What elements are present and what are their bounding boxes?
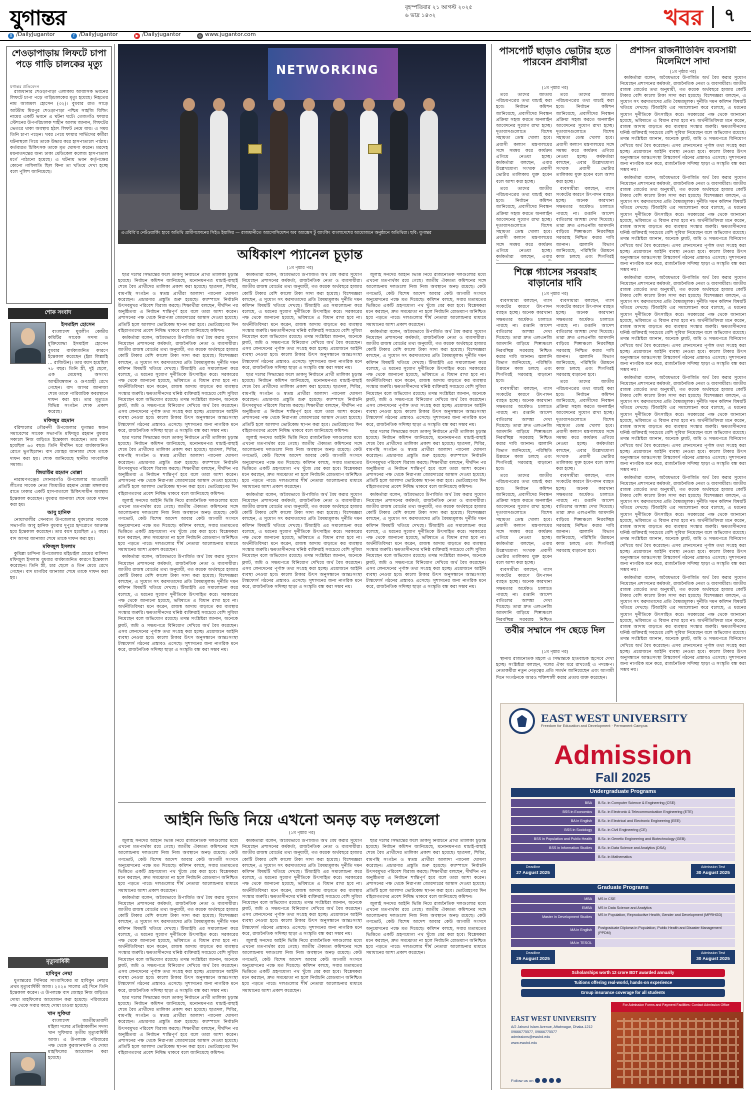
instagram-icon[interactable] bbox=[556, 1078, 561, 1083]
program-right: B.Sc. in Electronic & Telecommunication Engineering (ETE) bbox=[595, 808, 735, 816]
program-left: BSS in Information Studies bbox=[511, 844, 595, 852]
obituary-column bbox=[10, 321, 108, 617]
photo-person bbox=[360, 110, 378, 210]
social-bar bbox=[0, 31, 751, 41]
anniversary-portrait bbox=[10, 1052, 46, 1086]
anniversary-text: বাংলাদেশ জাতীয়তাবাদী মহিলা দলের প্রতিষ্ঠাকালীন সদস্য খান সুফিয়ার তৃতীয় মৃত্যুবার্ষিকী আজ। এ উপলক্ষে পরিবারের পক্ষ থেকে কুরআনখানি ও দোয়া মাহফিলের আয়োজন করা হয়েছে। bbox=[48, 1018, 108, 1062]
program-left: BSS in Sociology bbox=[511, 826, 595, 834]
photo-person bbox=[240, 110, 258, 210]
article-paragraph: ব্যবসায়ীরা বলছেন, গ্যাস সংকটের কারণে উৎপাদন ব্যাহত হচ্ছে। অনেক কারখানা সক্ষমতার অর্ধেকও চালাতে পারছে না। রপ্তানি আদেশ বাতিলের আশঙ্কা দেখা দিয়েছে। তারা দ্রুত এলএনজি আমদানি বাড়িয়ে শিল্পাঞ্চলে নিরবচ্ছিন্ন সরবরাহ নিশ্চিত করার দাবি জানান। জ্বালানি বিভাগ জানিয়েছে, পরিস্থিতি উন্নয়নে কাজ চলছে এবং শিগগিরই সরবরাহ বাড়ানো হবে। bbox=[496, 386, 552, 473]
facebook-icon[interactable] bbox=[535, 1078, 540, 1083]
article-paragraph: ব্যবসায়ীরা বলছেন, গ্যাস সংকটের কারণে উৎপাদন ব্যাহত হচ্ছে। অনেক কারখানা সক্ষমতার অর্ধেকও চালাতে পারছে না। রপ্তানি আদেশ বাতিলের আশঙ্কা দেখা দিয়েছে। তারা দ্রুত এলএনজি আমদানি বাড়িয়ে শিল্পাঞ্চলে নিরবচ্ছিন্ন সরবরাহ নিশ্চিত bbox=[496, 568, 552, 621]
globe-icon: ◎ bbox=[198, 32, 202, 38]
photo-person bbox=[300, 110, 318, 210]
article-paragraph: কর্মকর্তারা বলেন, অবৈধভাবে উপার্জিত অর্থ বৈধ করার সুযোগ নিয়েছেন প্রশাসনের কর্মকর্তা, রাজনৈতিক নেতা ও ব্যবসায়ীরা। জাতীয় রাজস্ব বোর্ডের তথ্য অনুযায়ী, গত কয়েক অর্থবছরে হাজার কোটি টাকার বেশি কালো টাকা সাদা করা হয়েছে। বিশেষজ্ঞরা বলছেন, এ সুযোগ সৎ করদাতাদের প্রতি বৈষম্যমূলক। দুর্নীতি দমন কমিশন বিষয়টি খতিয়ে দেখছে। টিআইবি এর সমালোচনা করে বলেছে, এ ধরনের সুযোগ দুর্নীতিকে উৎসাহিত করে। সরকারের পক্ষ থেকে জানানো হয়েছে, ভবিষ্যতে এ বিধান রাখা হবে না। অর্থনীতিবিদরা মনে করেন, রাজস্ব আদায় বাড়াতে কর ব্যবস্থার সংস্কার জরুরি। ক্ষমতাসীনদের ঘনিষ্ঠ ব্যক্তিরাই সবচেয়ে বেশি সুবিধা নিয়েছেন বলে অভিযোগ রয়েছে। তদন্ত সংশ্লিষ্টরা জানান, অনেকে ফ্ল্যাট, জমি ও সঞ্চয়পত্রে বিনিয়োগ দেখিয়ে অর্থ বৈধ করেছেন। এসব লেনদেনের পূর্ণাঙ্গ তথ্য সংগ্রহ করা হচ্ছে। প্রয়োজনে আইনি ব্যবস্থা নেওয়া হবে। কালো টাকার উৎস অনুসন্ধানে আন্তঃসংস্থা টাস্কফোর্স গঠনের প্রস্তাবও এসেছে। সুশাসনের জন্য নাগরিক মনে করে, রাজনৈতিক সদিচ্ছা ছাড়া এ সংস্কৃতি বন্ধ করা সম্ভব নয়। bbox=[366, 492, 486, 591]
footer-website[interactable]: www.ewubd.edu bbox=[511, 1040, 538, 1045]
program-row bbox=[511, 926, 735, 938]
article-paragraph: রাজধানীর শেওড়াপাড়া এলাকায় আবাসিক ভবনের লিফটে চাপা পড়ে গাড়িচালকের মৃত্যু হয়েছে। নিহতের নাম আজমল হোসেন (৩২)। বুধবার রাত সাড়ে আটটায় মিরপুর শেওড়াপাড়া পশ্চিম সাহজি বিল্ডিং নামের একটি ভবনে এ ঘটনা ঘটে। তেজগাঁও ফায়ার স্টেশনের উপপরিচালক শাহীন আলম জানান, লিফটের ভেতরে থাকা অবস্থায় হঠাৎ লিফট নেমে যায়। এ সময় তিনি চাপা পড়েন। খবর পেয়ে ফায়ার সার্ভিসের কর্মীরা ঘটনাস্থলে গিয়ে তাকে উদ্ধার করে হাসপাতালে পাঠায়। কর্তব্যরত চিকিৎসক তাকে মৃত ঘোষণা করেন। মরদেহ ময়নাতদন্তের জন্য ঢাকা মেডিকেল কলেজ হাসপাতাল মর্গে পাঠানো হয়েছে। এ ঘটনায় ভবন কর্তৃপক্ষের কোনো গাফিলতি ছিল কিনা তা খতিয়ে দেখা হচ্ছে বলে পুলিশ জানিয়েছে। bbox=[10, 90, 108, 176]
article-paragraph: জুলাই সনদের আইনি ভিত্তি নিয়ে রাজনৈতিক দলগুলোর মধ্যে এখনো মতপার্থক্য রয়ে গেছে। জাতীয় ঐকমত্য কমিশনের সঙ্গে আলোচনায় দলগুলো নিজ নিজ অবস্থানে অনড় রয়েছে। কেউ গণভোট, কেউ বিশেষ আদেশ আবার কেউ আগামী সংসদে অনুমোদনের পক্ষে মত দিয়েছে। কমিশন বলছে, সবার মতামতের ভিত্তিতে একটি গ্রহণযোগ্য পথ খুঁজে বের করা হবে। বিশ্লেষকরা মনে করছেন, দ্রুত সমঝোতা না হলে নির্বাচনি রোডম্যাপ অনিশ্চিত হয়ে পড়তে পারে। দলগুলোর শীর্ষ নেতারা আলোচনার মাধ্যমে সমাধানের আশা প্রকাশ করেছেন। bbox=[242, 435, 362, 491]
continued-from: (১ম পৃষ্ঠার পর) bbox=[541, 292, 569, 297]
linkedin-icon[interactable] bbox=[549, 1078, 554, 1083]
anniversary-name: খান সুফিয়া bbox=[47, 1010, 71, 1017]
article-paragraph: কর্মকর্তারা বলেন, অবৈধভাবে উপার্জিত অর্থ বৈধ করার সুযোগ নিয়েছেন প্রশাসনের কর্মকর্তা, রাজনৈতিক নেতা ও ব্যবসায়ীরা। জাতীয় রাজস্ব বোর্ডের তথ্য অনুযায়ী, গত কয়েক অর্থবছরে হাজার কোটি টাকার বেশি কালো টাকা সাদা করা হয়েছে। বিশেষজ্ঞরা বলছেন, এ সুযোগ সৎ করদাতাদের প্রতি বৈষম্যমূলক। দুর্নীতি দমন কমিশন বিষয়টি খতিয়ে দেখছে। টিআইবি এর সমালোচনা করে বলেছে, এ ধরনের সুযোগ দুর্নীতিকে উৎসাহিত করে। সরকারের পক্ষ থেকে জানানো হয়েছে, ভবিষ্যতে এ বিধান রাখা হবে না। অর্থনীতিবিদরা মনে করেন, রাজস্ব আদায় বাড়াতে কর ব্যবস্থার সংস্কার জরুরি। ক্ষমতাসীনদের ঘনিষ্ঠ ব্যক্তিরাই সবচেয়ে বেশি সুবিধা নিয়েছেন বলে অভিযোগ রয়েছে। তদন্ত সংশ্লিষ্টরা জানান, অনেকে ফ্ল্যাট, জমি ও সঞ্চয়পত্রে বিনিয়োগ দেখিয়ে অর্থ বৈধ করেছেন। এসব লেনদেনের পূর্ণাঙ্গ তথ্য সংগ্রহ করা হচ্ছে। প্রয়োজনে আইনি ব্যবস্থা নেওয়া হবে। কালো টাকার উৎস অনুসন্ধানে আন্তঃসংস্থা টাস্কফোর্স গঠনের প্রস্তাবও এসেছে। সুশাসনের জন্য নাগরিক মনে করে, রাজনৈতিক সদিচ্ছা ছাড়া এ সংস্কৃতি বন্ধ করা সম্ভব নয়। bbox=[242, 273, 362, 371]
award-plaque bbox=[248, 144, 262, 154]
program-right bbox=[595, 939, 735, 947]
column-divider bbox=[491, 44, 492, 1090]
deadline-date: 27 August 2025 bbox=[516, 870, 550, 876]
obituary-name: মফিজুর রহমান bbox=[43, 417, 75, 424]
program-row bbox=[511, 904, 735, 912]
article-paragraph: কর্মকর্তারা বলেন, অবৈধভাবে উপার্জিত অর্থ বৈধ করার সুযোগ নিয়েছেন প্রশাসনের কর্মকর্তা, রাজনৈতিক নেতা ও ব্যবসায়ীরা। জাতীয় রাজস্ব বোর্ডের তথ্য অনুযায়ী, গত কয়েক অর্থবছরে হাজার কোটি টাকার বেশি কালো টাকা সাদা করা হয়েছে। বিশেষজ্ঞরা বলছেন, এ সুযোগ সৎ করদাতাদের প্রতি বৈষম্যমূলক। দুর্নীতি দমন কমিশন বিষয়টি খতিয়ে দেখছে। টিআইবি এর সমালোচনা করে বলেছে, এ ধরনের সুযোগ দুর্নীতিকে উৎসাহিত করে। সরকারের পক্ষ থেকে জানানো হয়েছে, ভবিষ্যতে এ বিধান রাখা হবে না। অর্থনীতিবিদরা মনে করেন, রাজস্ব আদায় বাড়াতে কর ব্যবস্থার সংস্কার জরুরি। ক্ষমতাসীনদের ঘনিষ্ঠ ব্যক্তিরাই সবচেয়ে বেশি সুবিধা নিয়েছেন বলে অভিযোগ রয়েছে। তদন্ত সংশ্লিষ্টরা জানান, অনেকে ফ্ল্যাট, জমি ও সঞ্চয়পত্রে বিনিয়োগ দেখিয়ে অর্থ বৈধ করেছেন। এসব লেনদেনের পূর্ণাঙ্গ তথ্য সংগ্রহ করা হচ্ছে। প্রয়োজনে আইনি ব্যবস্থা নেওয়া হবে। কালো টাকার উৎস অনুসন্ধানে আন্তঃসংস্থা টাস্কফোর্স গঠনের প্রস্তাবও এসেছে। সুশাসনের জন্য নাগরিক মনে করে, রাজনৈতিক সদিচ্ছা ছাড়া এ সংস্কৃতি বন্ধ করা সম্ভব নয়। bbox=[620, 275, 746, 374]
social-handle: /DailyJugantor bbox=[79, 32, 119, 39]
university-ad[interactable] bbox=[500, 703, 744, 1089]
headline-panels-finalized[interactable]: অধিকাংশ প্যানেল চূড়ান্ত bbox=[237, 248, 363, 263]
program-row bbox=[511, 844, 735, 852]
story-divider bbox=[496, 622, 614, 623]
ug-admission-test bbox=[691, 864, 735, 878]
article-paragraph: তবে তাদের জাতীয় পরিচয়পত্রের তথ্য যাচাই করা হবে। নির্বাচন কমিশন জানিয়েছে, প্রবাসীদের নিবন্ধন প্রক্রিয়া সহজ করতে অনলাইন আবেদনের সুযোগ রাখা হচ্ছে। দূতাবাসগুলোতে বিশেষ সহায়তা ডেস্ক খোলা হবে। প্রবাসী কল্যাণ মন্ত্রণালয়ের সঙ্গে সমন্বয় করে কার্যক্রম এগিয়ে নেওয়া হচ্ছে। কর্মকর্তারা বলছেন, এবার উল্লেখযোগ্য সংখ্যক প্রবাসী ভোটার তালিকায় যুক্ত হবেন বলে আশা করা হচ্ছে। bbox=[496, 93, 552, 185]
ad-university-name: EAST WEST UNIVERSITY bbox=[541, 711, 688, 725]
program-right: B.Sc. in Electrical and Electronic Engineering (EEE) bbox=[595, 817, 735, 825]
story-divider bbox=[118, 802, 486, 803]
masthead bbox=[0, 0, 751, 44]
program-row bbox=[511, 799, 735, 807]
program-row bbox=[511, 939, 735, 947]
program-right: B.Sc. in Data Science and Analytics (DSA) bbox=[595, 844, 735, 852]
column-divider bbox=[616, 44, 617, 702]
obituary-name: জিয়াউর রহমান মোল্লা bbox=[36, 469, 82, 476]
ad-footer bbox=[511, 1014, 609, 1046]
photo-screen-text: NETWORKING bbox=[276, 63, 379, 77]
article-paragraph: জুলাই সনদের আইনি ভিত্তি নিয়ে রাজনৈতিক দলগুলোর মধ্যে এখনো মতপার্থক্য রয়ে গেছে। জাতীয় ঐকমত্য কমিশনের সঙ্গে আলোচনায় দলগুলো নিজ নিজ অবস্থানে অনড় রয়েছে। কেউ গণভোট, কেউ বিশেষ আদেশ আবার কেউ আগামী সংসদে অনুমোদনের পক্ষে মত দিয়েছে। কমিশন বলছে, সবার মতামতের ভিত্তিতে একটি গ্রহণযোগ্য পথ খুঁজে বের করা হবে। বিশ্লেষকরা মনে করছেন, দ্রুত সমঝোতা না হলে নির্বাচনি রোডম্যাপ অনিশ্চিত হয়ে পড়তে পারে। দলগুলোর শীর্ষ নেতারা আলোচনার মাধ্যমে সমাধানের আশা প্রকাশ করেছেন। bbox=[366, 273, 486, 328]
grad-deadline bbox=[511, 950, 555, 964]
article-paragraph: তবে তাদের জাতীয় পরিচয়পত্রের তথ্য যাচাই করা হবে। নির্বাচন কমিশন জানিয়েছে, প্রবাসীদের নিবন্ধন প্রক্রিয়া সহজ করতে অনলাইন আবেদনের সুযোগ রাখা হচ্ছে। দূতাবাসগুলোতে বিশেষ সহায়তা ডেস্ক খোলা হবে। প্রবাসী কল্যাণ মন্ত্রণালয়ের সঙ্গে সমন্বয় করে কার্যক্রম এগিয়ে নেওয়া হচ্ছে। কর্মকর্তারা বলছেন, এবার উল্লেখযোগ্য সংখ্যক প্রবাসী ভোটার তালিকায় যুক্ত হবেন বলে আশা করা হচ্ছে। bbox=[556, 380, 614, 473]
youtube-icon: ▶ bbox=[135, 32, 139, 38]
headline-expat-voters[interactable]: পাসপোর্ট ছাড়াও ভোটার হতে পারবেন প্রবাসীরা bbox=[499, 46, 611, 69]
follow-label: Follow us on bbox=[511, 1078, 534, 1083]
follow-us[interactable] bbox=[511, 1078, 561, 1083]
article-body-panels bbox=[366, 273, 486, 799]
social-link-youtube[interactable] bbox=[134, 32, 181, 39]
obituary-name: মফিজুল ইসলাম bbox=[42, 543, 76, 550]
article-body-gas-supply bbox=[556, 299, 614, 621]
program-right: MS in CSE bbox=[595, 895, 735, 903]
program-row bbox=[511, 913, 735, 925]
article-paragraph: ব্যবসায়ীরা বলছেন, গ্যাস সংকটের কারণে উৎপাদন ব্যাহত হচ্ছে। অনেক কারখানা সক্ষমতার অর্ধেকও চালাতে পারছে না। রপ্তানি আদেশ বাতিলের আশঙ্কা দেখা দিয়েছে। তারা দ্রুত এলএনজি আমদানি বাড়িয়ে শিল্পাঞ্চলে নিরবচ্ছিন্ন সরবরাহ নিশ্চিত করার দাবি জানান। জ্বালানি বিভাগ জানিয়েছে, পরিস্থিতি উন্নয়নে কাজ চলছে এবং শিগগিরই bbox=[556, 186, 614, 260]
program-right: MS in Population, Reproductive Health, Gender and Development (MPRHGD) bbox=[595, 913, 735, 925]
story-divider bbox=[496, 263, 614, 264]
deadline-label: Deadline bbox=[525, 951, 541, 955]
program-left: MA in English bbox=[511, 926, 595, 938]
article-body-panels bbox=[118, 273, 238, 799]
obituary-name: আবু হানিফ bbox=[47, 509, 71, 516]
article-body-legal-basis bbox=[242, 839, 362, 1089]
footer-email[interactable]: admissions@ewubd.edu bbox=[511, 1035, 551, 1040]
ad-term: Fall 2025 bbox=[595, 770, 651, 785]
obituary-text: নোয়াখালীর সেনবাগ উপজেলার যুবদলের সাবেক সভাপতি আবু হানিফ বুধবার দুপুরে হৃদরোগে আক্রান্ত হয়ে ইন্তেকাল করেছেন। তার বয়স হয়েছিল ৫২ বছর। বাদ আসর জানাজা শেষে তাকে দাফন করা হয়। bbox=[10, 517, 108, 542]
article-paragraph: জুলাই সনদের আইনি ভিত্তি নিয়ে রাজনৈতিক দলগুলোর মধ্যে এখনো মতপার্থক্য রয়ে গেছে। জাতীয় ঐকমত্য কমিশনের সঙ্গে আলোচনায় দলগুলো নিজ নিজ অবস্থানে অনড় রয়েছে। কেউ গণভোট, কেউ বিশেষ আদেশ আবার কেউ আগামী সংসদে অনুমোদনের পক্ষে মত দিয়েছে। কমিশন বলছে, সবার মতামতের ভিত্তিতে একটি গ্রহণযোগ্য পথ খুঁজে বের করা হবে। বিশ্লেষকরা মনে করছেন, দ্রুত সমঝোতা না হলে নির্বাচনি রোডম্যাপ অনিশ্চিত হয়ে পড়তে পারে। দলগুলোর শীর্ষ নেতারা আলোচনার মাধ্যমে সমাধানের আশা প্রকাশ করেছেন। bbox=[118, 839, 238, 894]
test-date: 30 August 2025 bbox=[696, 956, 730, 962]
footer-university-name: EAST WEST UNIVERSITY bbox=[511, 1015, 597, 1023]
article-paragraph: কর্মকর্তারা বলেন, অবৈধভাবে উপার্জিত অর্থ বৈধ করার সুযোগ নিয়েছেন প্রশাসনের কর্মকর্তা, রাজনৈতিক নেতা ও ব্যবসায়ীরা। জাতীয় রাজস্ব বোর্ডের তথ্য অনুযায়ী, গত কয়েক অর্থবছরে হাজার কোটি টাকার বেশি কালো টাকা সাদা করা হয়েছে। বিশেষজ্ঞরা বলছেন, এ সুযোগ সৎ করদাতাদের প্রতি বৈষম্যমূলক। দুর্নীতি দমন কমিশন বিষয়টি খতিয়ে দেখছে। টিআইবি এর সমালোচনা করে বলেছে, এ ধরনের সুযোগ দুর্নীতিকে উৎসাহিত করে। সরকারের পক্ষ থেকে জানানো হয়েছে, ভবিষ্যতে এ বিধান রাখা হবে না। অর্থনীতিবিদরা মনে করেন, রাজস্ব আদায় বাড়াতে কর ব্যবস্থার সংস্কার জরুরি। ক্ষমতাসীনদের ঘনিষ্ঠ ব্যক্তিরাই সবচেয়ে বেশি সুবিধা নিয়েছেন বলে অভিযোগ রয়েছে। তদন্ত সংশ্লিষ্টরা জানান, অনেকে ফ্ল্যাট, জমি ও সঞ্চয়পত্রে বিনিয়োগ দেখিয়ে অর্থ বৈধ করেছেন। এসব লেনদেনের পূর্ণাঙ্গ তথ্য সংগ্রহ করা হচ্ছে। প্রয়োজনে আইনি ব্যবস্থা নেওয়া হবে। কালো টাকার উৎস অনুসন্ধানে আন্তঃসংস্থা টাস্কফোর্স গঠনের প্রস্তাবও এসেছে। সুশাসনের জন্য নাগরিক মনে করে, রাজনৈতিক সদিচ্ছা ছাড়া এ সংস্কৃতি বন্ধ করা সম্ভব নয়। bbox=[118, 895, 238, 994]
headline-gas-supply[interactable]: শিল্পে গ্যাসের সরবরাহ বাড়ানোর দাবি bbox=[513, 267, 597, 290]
article-paragraph: কর্মকর্তারা বলেন, অবৈধভাবে উপার্জিত অর্থ বৈধ করার সুযোগ নিয়েছেন প্রশাসনের কর্মকর্তা, রাজনৈতিক নেতা ও ব্যবসায়ীরা। জাতীয় রাজস্ব বোর্ডের তথ্য অনুযায়ী, গত কয়েক অর্থবছরে হাজার কোটি টাকার বেশি কালো টাকা সাদা করা হয়েছে। বিশেষজ্ঞরা বলছেন, এ সুযোগ সৎ করদাতাদের প্রতি বৈষম্যমূলক। দুর্নীতি দমন কমিশন বিষয়টি খতিয়ে দেখছে। টিআইবি এর সমালোচনা করে বলেছে, এ ধরনের সুযোগ দুর্নীতিকে উৎসাহিত করে। সরকারের পক্ষ থেকে জানানো হয়েছে, ভবিষ্যতে এ বিধান রাখা হবে না। অর্থনীতিবিদরা মনে করেন, রাজস্ব আদায় বাড়াতে কর ব্যবস্থার সংস্কার জরুরি। ক্ষমতাসীনদের ঘনিষ্ঠ ব্যক্তিরাই সবচেয়ে বেশি সুবিধা নিয়েছেন বলে অভিযোগ রয়েছে। তদন্ত সংশ্লিষ্টরা জানান, অনেকে ফ্ল্যাট, জমি ও সঞ্চয়পত্রে বিনিয়োগ দেখিয়ে অর্থ বৈধ করেছেন। এসব লেনদেনের পূর্ণাঙ্গ তথ্য সংগ্রহ করা হচ্ছে। প্রয়োজনে আইনি ব্যবস্থা নেওয়া হবে। কালো টাকার উৎস অনুসন্ধানে আন্তঃসংস্থা টাস্কফোর্স গঠনের প্রস্তাবও এসেছে। সুশাসনের জন্য নাগরিক মনে করে, রাজনৈতিক সদিচ্ছা ছাড়া এ সংস্কৃতি বন্ধ করা সম্ভব নয়। bbox=[118, 555, 238, 654]
photo-person bbox=[210, 110, 228, 210]
photo-person bbox=[180, 110, 198, 210]
grad-admission-test bbox=[691, 950, 735, 964]
article-paragraph: ছাত্র দলের সিদ্ধান্তের ফলে ডাকসু নির্বাচনে প্রার্থী তালিকা চূড়ান্ত হয়েছে। নির্বাচন কমিশন জানিয়েছে, মনোনয়নপত্র যাচাই-বাছাই শেষে বৈধ প্রার্থীদের তালিকা প্রকাশ করা হয়েছে। ছাত্রদল, শিবির, বামপন্থি সংগঠন ও স্বতন্ত্র প্রার্থীরা আলাদা প্যানেল ঘোষণা করেছেন। প্রচারণার প্রস্তুতি শুরু হয়েছে। ক্যাম্পাসে নির্বাচনি উৎসবমুখর পরিবেশ বিরাজ করছে। শিক্ষার্থীরা বলছেন, দীর্ঘদিন পর অনুষ্ঠিতব্য এ নির্বাচন শান্তিপূর্ণ হবে বলে তারা আশা করেন। প্রশাসনের পক্ষ থেকে নিরাপত্তা জোরদারের আশ্বাস দেওয়া হয়েছে। প্রতিটি হলে আলাদা ভোটকেন্দ্র স্থাপন করা হবে। ভোটগ্রহণের দিন বহিরাগতদের প্রবেশ নিষিদ্ধ থাকবে বলে জানিয়েছে কমিশন। bbox=[118, 435, 238, 497]
program-left: MA in TESOL bbox=[511, 939, 595, 947]
obituary-header: শোক সংবাদ bbox=[8, 308, 108, 319]
ad-headline: Admission bbox=[553, 740, 693, 770]
article-paragraph: কর্মকর্তারা বলেন, অবৈধভাবে উপার্জিত অর্থ বৈধ করার সুযোগ নিয়েছেন প্রশাসনের কর্মকর্তা, রাজনৈতিক নেতা ও ব্যবসায়ীরা। জাতীয় রাজস্ব বোর্ডের তথ্য অনুযায়ী, গত কয়েক অর্থবছরে হাজার কোটি টাকার বেশি কালো টাকা সাদা করা হয়েছে। বিশেষজ্ঞরা বলছেন, এ সুযোগ সৎ করদাতাদের প্রতি বৈষম্যমূলক। দুর্নীতি দমন কমিশন বিষয়টি খতিয়ে দেখছে। টিআইবি এর সমালোচনা করে বলেছে, এ ধরনের সুযোগ দুর্নীতিকে উৎসাহিত করে। সরকারের পক্ষ থেকে জানানো হয়েছে, ভবিষ্যতে এ বিধান রাখা হবে না। অর্থনীতিবিদরা মনে করেন, রাজস্ব আদায় বাড়াতে কর ব্যবস্থার সংস্কার জরুরি। ক্ষমতাসীনদের ঘনিষ্ঠ ব্যক্তিরাই সবচেয়ে বেশি সুবিধা নিয়েছেন বলে অভিযোগ রয়েছে। তদন্ত সংশ্লিষ্টরা জানান, অনেকে ফ্ল্যাট, জমি ও সঞ্চয়পত্রে বিনিয়োগ দেখিয়ে অর্থ বৈধ করেছেন। এসব লেনদেনের পূর্ণাঙ্গ তথ্য সংগ্রহ করা হচ্ছে। প্রয়োজনে আইনি ব্যবস্থা নেওয়া হবে। কালো টাকার উৎস অনুসন্ধানে আন্তঃসংস্থা টাস্কফোর্স গঠনের প্রস্তাবও এসেছে। সুশাসনের জন্য নাগরিক মনে করে, রাজনৈতিক সদিচ্ছা ছাড়া এ সংস্কৃতি বন্ধ করা সম্ভব নয়। bbox=[620, 75, 746, 174]
article-body-resigned-post bbox=[496, 657, 614, 701]
obituary-name: ইসমাইল হোসেন bbox=[61, 322, 95, 328]
photo-person bbox=[390, 110, 408, 210]
social-handle: /Dailyjugantor bbox=[142, 32, 181, 39]
headline-legal-basis[interactable]: আইনি ভিত্তি নিয়ে এখনো অনড় বড় দলগুলো bbox=[164, 811, 440, 829]
article-body-gas-supply bbox=[496, 299, 552, 621]
article-body-expat-voters bbox=[556, 93, 614, 261]
graduate-header: Graduate Programs bbox=[511, 884, 735, 893]
program-right: B.Sc. in Genetic Engineering and Biotechnology (GEB) bbox=[595, 835, 735, 843]
footer-address: A/2 Jahurul Islam Avenue, Aftabnagar, Dhaka-1212 bbox=[511, 1024, 593, 1029]
article-paragraph: তবে তাদের জাতীয় পরিচয়পত্রের তথ্য যাচাই করা হবে। নির্বাচন কমিশন জানিয়েছে, প্রবাসীদের নিবন্ধন প্রক্রিয়া সহজ করতে অনলাইন আবেদনের সুযোগ রাখা হচ্ছে। দূতাবাসগুলোতে বিশেষ সহায়তা ডেস্ক খোলা হবে। প্রবাসী কল্যাণ মন্ত্রণালয়ের সঙ্গে সমন্বয় করে কার্যক্রম এগিয়ে নেওয়া হচ্ছে। কর্মকর্তারা বলছেন, এবার bbox=[496, 186, 552, 260]
article-body-legal-basis bbox=[118, 839, 238, 1089]
headline-black-money[interactable]: প্রশাসন রাজনীতিবিদ ব্যবসায়ী মিলেমিশে সাদা bbox=[629, 46, 737, 67]
program-left bbox=[511, 853, 595, 861]
social-link-x[interactable] bbox=[8, 32, 55, 39]
award-plaque bbox=[368, 144, 382, 154]
column-divider bbox=[114, 44, 115, 1090]
byline: যুগান্তর প্রতিবেদন bbox=[10, 84, 40, 88]
program-right: B.Sc. in Mathematics bbox=[595, 853, 735, 861]
death-anniversary-header: মৃত্যুবার্ষিকী bbox=[8, 957, 108, 968]
footer-phone[interactable]: 09666775577, 09666775577 bbox=[511, 1029, 557, 1034]
article-paragraph: স্থানীয় রাজনৈতিক মহলে এ সিদ্ধান্তকে ইতিবাচক হিসেবে দেখা হচ্ছে। সংশ্লিষ্টরা বলছেন, দলের ঐক্য ধরে রাখতেই এ পদক্ষেপ। নেতাকর্মীরা নতুন নেতৃত্বের প্রতি সমর্থন জানিয়েছেন এবং আগামী দিনে সংগঠনকে আরও শক্তিশালী করার প্রত্যয় ব্যক্ত করেছেন। bbox=[496, 657, 614, 681]
ad-tagline: Freedom for Education and Development · Permanent Campus bbox=[541, 724, 648, 728]
article-body-legal-basis bbox=[366, 839, 486, 1089]
university-crest-icon bbox=[509, 708, 535, 734]
obituary-text: নারায়ণগঞ্জের সোনারগাঁও উপজেলার আওয়ামী লীগের সাবেক নেতা জিয়াউর রহমান মোল্লা মঙ্গলবার রাতে ঢাকার একটি হাসপাতালে চিকিৎসাধীন অবস্থায় ইন্তেকাল করেছেন। বুধবার জানাজা শেষে তাকে দাফন করা হয়। bbox=[10, 477, 108, 508]
article-paragraph: জুলাই সনদের আইনি ভিত্তি নিয়ে রাজনৈতিক দলগুলোর মধ্যে এখনো মতপার্থক্য রয়ে গেছে। জাতীয় ঐকমত্য কমিশনের সঙ্গে আলোচনায় দলগুলো নিজ নিজ অবস্থানে অনড় রয়েছে। কেউ গণভোট, কেউ বিশেষ আদেশ আবার কেউ আগামী সংসদে অনুমোদনের পক্ষে মত দিয়েছে। কমিশন বলছে, সবার মতামতের ভিত্তিতে একটি গ্রহণযোগ্য পথ খুঁজে বের করা হবে। বিশ্লেষকরা মনে করছেন, দ্রুত সমঝোতা না হলে নির্বাচনি রোডম্যাপ অনিশ্চিত হয়ে পড়তে পারে। দলগুলোর শীর্ষ নেতারা আলোচনার মাধ্যমে সমাধানের আশা প্রকাশ করেছেন। bbox=[118, 498, 238, 554]
article-paragraph: কর্মকর্তারা বলেন, অবৈধভাবে উপার্জিত অর্থ বৈধ করার সুযোগ নিয়েছেন প্রশাসনের কর্মকর্তা, রাজনৈতিক নেতা ও ব্যবসায়ীরা। জাতীয় রাজস্ব বোর্ডের তথ্য অনুযায়ী, গত কয়েক অর্থবছরে হাজার কোটি টাকার বেশি কালো টাকা সাদা করা হয়েছে। বিশেষজ্ঞরা বলছেন, এ সুযোগ সৎ করদাতাদের প্রতি বৈষম্যমূলক। দুর্নীতি দমন কমিশন বিষয়টি খতিয়ে দেখছে। টিআইবি এর সমালোচনা করে বলেছে, এ ধরনের সুযোগ দুর্নীতিকে উৎসাহিত করে। সরকারের পক্ষ থেকে জানানো হয়েছে, ভবিষ্যতে এ বিধান রাখা হবে না। অর্থনীতিবিদরা মনে করেন, রাজস্ব আদায় বাড়াতে কর ব্যবস্থার সংস্কার জরুরি। ক্ষমতাসীনদের ঘনিষ্ঠ ব্যক্তিরাই সবচেয়ে বেশি সুবিধা নিয়েছেন বলে অভিযোগ রয়েছে। তদন্ত সংশ্লিষ্টরা জানান, অনেকে ফ্ল্যাট, জমি ও সঞ্চয়পত্রে বিনিয়োগ দেখিয়ে অর্থ বৈধ করেছেন। এসব লেনদেনের পূর্ণাঙ্গ তথ্য সংগ্রহ করা হচ্ছে। প্রয়োজনে আইনি ব্যবস্থা নেওয়া হবে। কালো টাকার উৎস অনুসন্ধানে আন্তঃসংস্থা টাস্কফোর্স গঠনের প্রস্তাবও এসেছে। সুশাসনের জন্য নাগরিক মনে করে, রাজনৈতিক সদিচ্ছা ছাড়া এ সংস্কৃতি বন্ধ করা সম্ভব নয়। bbox=[366, 329, 486, 428]
article-paragraph: কর্মকর্তারা বলেন, অবৈধভাবে উপার্জিত অর্থ বৈধ করার সুযোগ নিয়েছেন প্রশাসনের কর্মকর্তা, রাজনৈতিক নেতা ও ব্যবসায়ীরা। জাতীয় রাজস্ব বোর্ডের তথ্য অনুযায়ী, গত কয়েক অর্থবছরে হাজার কোটি টাকার বেশি কালো টাকা সাদা করা হয়েছে। বিশেষজ্ঞরা বলছেন, এ সুযোগ সৎ করদাতাদের প্রতি বৈষম্যমূলক। দুর্নীতি দমন কমিশন বিষয়টি খতিয়ে দেখছে। টিআইবি এর সমালোচনা করে বলেছে, এ ধরনের সুযোগ দুর্নীতিকে উৎসাহিত করে। সরকারের পক্ষ থেকে জানানো হয়েছে, ভবিষ্যতে এ বিধান রাখা হবে না। অর্থনীতিবিদরা মনে করেন, রাজস্ব আদায় বাড়াতে কর ব্যবস্থার সংস্কার জরুরি। ক্ষমতাসীনদের ঘনিষ্ঠ ব্যক্তিরাই সবচেয়ে বেশি সুবিধা নিয়েছেন বলে অভিযোগ রয়েছে। তদন্ত সংশ্লিষ্টরা জানান, অনেকে ফ্ল্যাট, জমি ও সঞ্চয়পত্রে বিনিয়োগ দেখিয়ে অর্থ বৈধ করেছেন। এসব লেনদেনের পূর্ণাঙ্গ তথ্য সংগ্রহ করা হচ্ছে। প্রয়োজনে আইনি ব্যবস্থা নেওয়া হবে। কালো টাকার উৎস অনুসন্ধানে আন্তঃসংস্থা টাস্কফোর্স গঠনের প্রস্তাবও এসেছে। সুশাসনের জন্য নাগরিক মনে করে, রাজনৈতিক সদিচ্ছা ছাড়া এ সংস্কৃতি বন্ধ করা সম্ভব নয়। bbox=[620, 575, 746, 674]
program-row bbox=[511, 895, 735, 903]
article-paragraph: কর্মকর্তারা বলেন, অবৈধভাবে উপার্জিত অর্থ বৈধ করার সুযোগ নিয়েছেন প্রশাসনের কর্মকর্তা, রাজনৈতিক নেতা ও ব্যবসায়ীরা। জাতীয় রাজস্ব বোর্ডের তথ্য অনুযায়ী, গত কয়েক অর্থবছরে হাজার কোটি টাকার বেশি কালো টাকা সাদা করা হয়েছে। বিশেষজ্ঞরা বলছেন, এ সুযোগ সৎ করদাতাদের প্রতি বৈষম্যমূলক। দুর্নীতি দমন কমিশন বিষয়টি খতিয়ে দেখছে। টিআইবি এর সমালোচনা করে বলেছে, এ ধরনের সুযোগ দুর্নীতিকে উৎসাহিত করে। সরকারের পক্ষ থেকে জানানো হয়েছে, ভবিষ্যতে এ বিধান রাখা হবে না। অর্থনীতিবিদরা মনে করেন, রাজস্ব আদায় বাড়াতে কর ব্যবস্থার সংস্কার জরুরি। ক্ষমতাসীনদের ঘনিষ্ঠ ব্যক্তিরাই সবচেয়ে বেশি সুবিধা নিয়েছেন বলে অভিযোগ রয়েছে। তদন্ত সংশ্লিষ্টরা জানান, অনেকে ফ্ল্যাট, জমি ও সঞ্চয়পত্রে বিনিয়োগ দেখিয়ে অর্থ বৈধ করেছেন। এসব লেনদেনের পূর্ণাঙ্গ তথ্য সংগ্রহ করা হচ্ছে। প্রয়োজনে আইনি ব্যবস্থা নেওয়া হবে। কালো টাকার উৎস অনুসন্ধানে আন্তঃসংস্থা টাস্কফোর্স গঠনের প্রস্তাবও এসেছে। সুশাসনের জন্য নাগরিক মনে করে, রাজনৈতিক সদিচ্ছা ছাড়া এ সংস্কৃতি বন্ধ করা সম্ভব নয়। bbox=[620, 375, 746, 474]
social-link-facebook[interactable] bbox=[71, 32, 118, 39]
article-paragraph: ছাত্র দলের সিদ্ধান্তের ফলে ডাকসু নির্বাচনে প্রার্থী তালিকা চূড়ান্ত হয়েছে। নির্বাচন কমিশন জানিয়েছে, মনোনয়নপত্র যাচাই-বাছাই শেষে বৈধ প্রার্থীদের তালিকা প্রকাশ করা হয়েছে। ছাত্রদল, শিবির, বামপন্থি সংগঠন ও স্বতন্ত্র প্রার্থীরা আলাদা প্যানেল ঘোষণা করেছেন। প্রচারণার প্রস্তুতি শুরু হয়েছে। ক্যাম্পাসে নির্বাচনি উৎসবমুখর পরিবেশ বিরাজ করছে। শিক্ষার্থীরা বলছেন, দীর্ঘদিন পর অনুষ্ঠিতব্য এ নির্বাচন শান্তিপূর্ণ হবে বলে তারা আশা করেন। প্রশাসনের পক্ষ থেকে নিরাপত্তা জোরদারের আশ্বাস দেওয়া হয়েছে। প্রতিটি হলে আলাদা ভোটকেন্দ্র স্থাপন করা হবে। ভোটগ্রহণের দিন বহিরাগতদের প্রবেশ নিষিদ্ধ থাকবে বলে জানিয়েছে কমিশন। bbox=[366, 839, 486, 900]
event-photo[interactable] bbox=[118, 44, 486, 230]
article-paragraph: ব্যবসায়ীরা বলছেন, গ্যাস সংকটের কারণে উৎপাদন ব্যাহত হচ্ছে। অনেক কারখানা সক্ষমতার অর্ধেকও চালাতে পারছে না। রপ্তানি আদেশ বাতিলের আশঙ্কা দেখা দিয়েছে। তারা দ্রুত এলএনজি আমদানি বাড়িয়ে শিল্পাঞ্চলে নিরবচ্ছিন্ন সরবরাহ নিশ্চিত করার দাবি জানান। জ্বালানি বিভাগ জানিয়েছে, পরিস্থিতি উন্নয়নে কাজ চলছে এবং শিগগিরই সরবরাহ বাড়ানো হবে। bbox=[556, 474, 614, 554]
issue-date bbox=[405, 5, 472, 20]
article-paragraph: ব্যবসায়ীরা বলছেন, গ্যাস সংকটের কারণে উৎপাদন ব্যাহত হচ্ছে। অনেক কারখানা সক্ষমতার অর্ধেকও চালাতে পারছে না। রপ্তানি আদেশ বাতিলের আশঙ্কা দেখা দিয়েছে। তারা দ্রুত এলএনজি আমদানি বাড়িয়ে শিল্পাঞ্চলে নিরবচ্ছিন্ন সরবরাহ নিশ্চিত করার দাবি জানান। জ্বালানি বিভাগ জানিয়েছে, পরিস্থিতি উন্নয়নে কাজ চলছে এবং শিগগিরই সরবরাহ বাড়ানো হবে। bbox=[556, 299, 614, 379]
article-paragraph: কর্মকর্তারা বলেন, অবৈধভাবে উপার্জিত অর্থ বৈধ করার সুযোগ নিয়েছেন প্রশাসনের কর্মকর্তা, রাজনৈতিক নেতা ও ব্যবসায়ীরা। জাতীয় রাজস্ব বোর্ডের তথ্য অনুযায়ী, গত কয়েক অর্থবছরে হাজার কোটি টাকার বেশি কালো টাকা সাদা করা হয়েছে। বিশেষজ্ঞরা বলছেন, এ সুযোগ সৎ করদাতাদের প্রতি বৈষম্যমূলক। দুর্নীতি দমন কমিশন বিষয়টি খতিয়ে দেখছে। টিআইবি এর সমালোচনা করে বলেছে, এ ধরনের সুযোগ দুর্নীতিকে উৎসাহিত করে। সরকারের পক্ষ থেকে জানানো হয়েছে, ভবিষ্যতে এ বিধান রাখা হবে না। অর্থনীতিবিদরা মনে করেন, রাজস্ব আদায় বাড়াতে কর ব্যবস্থার সংস্কার জরুরি। ক্ষমতাসীনদের ঘনিষ্ঠ ব্যক্তিরাই সবচেয়ে বেশি সুবিধা নিয়েছেন বলে অভিযোগ রয়েছে। তদন্ত সংশ্লিষ্টরা জানান, অনেকে ফ্ল্যাট, জমি ও সঞ্চয়পত্রে বিনিয়োগ দেখিয়ে অর্থ বৈধ করেছেন। এসব লেনদেনের পূর্ণাঙ্গ তথ্য সংগ্রহ করা হচ্ছে। প্রয়োজনে আইনি ব্যবস্থা নেওয়া হবে। কালো টাকার উৎস অনুসন্ধানে আন্তঃসংস্থা টাস্কফোর্স গঠনের প্রস্তাবও এসেছে। সুশাসনের জন্য নাগরিক মনে করে, রাজনৈতিক সদিচ্ছা ছাড়া এ সংস্কৃতি বন্ধ করা সম্ভব নয়। bbox=[620, 175, 746, 274]
program-left: MBA bbox=[511, 895, 595, 903]
article-paragraph: কর্মকর্তারা বলেন, অবৈধভাবে উপার্জিত অর্থ বৈধ করার সুযোগ নিয়েছেন প্রশাসনের কর্মকর্তা, রাজনৈতিক নেতা ও ব্যবসায়ীরা। জাতীয় রাজস্ব বোর্ডের তথ্য অনুযায়ী, গত কয়েক অর্থবছরে হাজার কোটি টাকার বেশি কালো টাকা সাদা করা হয়েছে। বিশেষজ্ঞরা বলছেন, এ সুযোগ সৎ করদাতাদের প্রতি বৈষম্যমূলক। দুর্নীতি দমন কমিশন বিষয়টি খতিয়ে দেখছে। টিআইবি এর সমালোচনা করে বলেছে, এ ধরনের সুযোগ দুর্নীতিকে উৎসাহিত করে। সরকারের পক্ষ থেকে জানানো হয়েছে, ভবিষ্যতে এ বিধান রাখা হবে না। অর্থনীতিবিদরা মনে করেন, রাজস্ব আদায় বাড়াতে কর ব্যবস্থার সংস্কার জরুরি। ক্ষমতাসীনদের ঘনিষ্ঠ ব্যক্তিরাই সবচেয়ে বেশি সুবিধা নিয়েছেন বলে অভিযোগ রয়েছে। তদন্ত সংশ্লিষ্টরা জানান, অনেকে ফ্ল্যাট, জমি ও সঞ্চয়পত্রে বিনিয়োগ দেখিয়ে অর্থ বৈধ করেছেন। এসব লেনদেনের পূর্ণাঙ্গ তথ্য সংগ্রহ করা হচ্ছে। প্রয়োজনে আইনি ব্যবস্থা নেওয়া হবে। কালো টাকার উৎস অনুসন্ধানে আন্তঃসংস্থা টাস্কফোর্স গঠনের প্রস্তাবও এসেছে। সুশাসনের জন্য নাগরিক মনে করে, রাজনৈতিক সদিচ্ছা ছাড়া এ সংস্কৃতি বন্ধ করা সম্ভব নয়। bbox=[242, 839, 362, 937]
article-paragraph: তবে তাদের জাতীয় পরিচয়পত্রের তথ্য যাচাই করা হবে। নির্বাচন কমিশন জানিয়েছে, প্রবাসীদের নিবন্ধন প্রক্রিয়া সহজ করতে অনলাইন আবেদনের সুযোগ রাখা হচ্ছে। দূতাবাসগুলোতে বিশেষ সহায়তা ডেস্ক খোলা হবে। প্রবাসী কল্যাণ মন্ত্রণালয়ের সঙ্গে সমন্বয় করে কার্যক্রম এগিয়ে নেওয়া হচ্ছে। কর্মকর্তারা বলছেন, এবার উল্লেখযোগ্য সংখ্যক প্রবাসী ভোটার তালিকায় যুক্ত হবেন বলে আশা করা হচ্ছে। bbox=[496, 474, 552, 566]
headline-lift-accident[interactable]: শেওড়াপাড়ায় লিফটে চাপা পড়ে গাড়ি চালকের মৃত্যু bbox=[11, 49, 107, 70]
program-left: BA in English bbox=[511, 817, 595, 825]
newspaper-logo[interactable]: যুগান্তর bbox=[10, 5, 66, 30]
article-body-lift-accident bbox=[10, 90, 108, 300]
program-row bbox=[511, 817, 735, 825]
anniversary-name: হাবিবুন নেছা bbox=[45, 971, 73, 977]
article-paragraph: ছাত্র দলের সিদ্ধান্তের ফলে ডাকসু নির্বাচনে প্রার্থী তালিকা চূড়ান্ত হয়েছে। নির্বাচন কমিশন জানিয়েছে, মনোনয়নপত্র যাচাই-বাছাই শেষে বৈধ প্রার্থীদের তালিকা প্রকাশ করা হয়েছে। ছাত্রদল, শিবির, বামপন্থি সংগঠন ও স্বতন্ত্র প্রার্থীরা আলাদা প্যানেল ঘোষণা করেছেন। প্রচারণার প্রস্তুতি শুরু হয়েছে। ক্যাম্পাসে নির্বাচনি উৎসবমুখর পরিবেশ বিরাজ করছে। শিক্ষার্থীরা বলছেন, দীর্ঘদিন পর অনুষ্ঠিতব্য এ নির্বাচন শান্তিপূর্ণ হবে বলে তারা আশা করেন। প্রশাসনের পক্ষ থেকে নিরাপত্তা জোরদারের আশ্বাস দেওয়া হয়েছে। প্রতিটি হলে আলাদা ভোটকেন্দ্র স্থাপন করা হবে। ভোটগ্রহণের দিন বহিরাগতদের প্রবেশ নিষিদ্ধ থাকবে বলে জানিয়েছে কমিশন। bbox=[118, 995, 238, 1057]
youtube-icon[interactable] bbox=[542, 1078, 547, 1083]
article-body-panels bbox=[242, 273, 362, 799]
continued-from: (১ম পৃষ্ঠার পর) bbox=[286, 266, 314, 271]
masthead-divider bbox=[712, 6, 714, 28]
scholarship-banner: Scholarships worth 12 crore BDT awarded annually bbox=[521, 969, 725, 977]
ug-deadline bbox=[511, 864, 555, 878]
section-label: খবর bbox=[664, 5, 703, 31]
program-left: Master in Development Studies bbox=[511, 913, 595, 925]
website-url: www.jugantor.com bbox=[204, 32, 256, 39]
article-paragraph: ছাত্র দলের সিদ্ধান্তের ফলে ডাকসু নির্বাচনে প্রার্থী তালিকা চূড়ান্ত হয়েছে। নির্বাচন কমিশন জানিয়েছে, মনোনয়নপত্র যাচাই-বাছাই শেষে বৈধ প্রার্থীদের তালিকা প্রকাশ করা হয়েছে। ছাত্রদল, শিবির, বামপন্থি সংগঠন ও স্বতন্ত্র প্রার্থীরা আলাদা প্যানেল ঘোষণা করেছেন। প্রচারণার প্রস্তুতি শুরু হয়েছে। ক্যাম্পাসে নির্বাচনি উৎসবমুখর পরিবেশ বিরাজ করছে। শিক্ষার্থীরা বলছেন, দীর্ঘদিন পর অনুষ্ঠিতব্য এ নির্বাচন শান্তিপূর্ণ হবে বলে তারা আশা করেন। প্রশাসনের পক্ষ থেকে নিরাপত্তা জোরদারের আশ্বাস দেওয়া হয়েছে। প্রতিটি হলে আলাদা ভোটকেন্দ্র স্থাপন করা হবে। ভোটগ্রহণের দিন বহিরাগতদের প্রবেশ নিষিদ্ধ থাকবে বলে জানিয়েছে কমিশন। bbox=[118, 273, 238, 334]
anniversary-text: যুগান্তরের সিনিয়র সাংবাদিকের মা হাবিবুন নেছার প্রথম মৃত্যুবার্ষিকী আজ। ২০২৪ সালের এই দিনে তিনি ইন্তেকাল করেন। এ উপলক্ষে বাদ জোহর নিজ বাড়িতে দোয়া মাহফিলের আয়োজন করা হয়েছে। পরিবারের পক্ষ থেকে সবার কাছে দোয়া চাওয়া হয়েছে। bbox=[10, 979, 108, 1009]
article-paragraph: ব্যবসায়ীরা বলছেন, গ্যাস সংকটের কারণে উৎপাদন ব্যাহত হচ্ছে। অনেক কারখানা সক্ষমতার অর্ধেকও চালাতে পারছে না। রপ্তানি আদেশ বাতিলের আশঙ্কা দেখা দিয়েছে। তারা দ্রুত এলএনজি আমদানি বাড়িয়ে শিল্পাঞ্চলে নিরবচ্ছিন্ন সরবরাহ নিশ্চিত করার দাবি জানান। জ্বালানি বিভাগ জানিয়েছে, পরিস্থিতি উন্নয়নে কাজ চলছে এবং শিগগিরই সরবরাহ বাড়ানো হবে। bbox=[496, 299, 552, 385]
obituary-text: কুমিল্লা চান্দিনা উপজেলার মহিচাইল গ্রামের বাসিন্দা মফিজুল ইসলাম বুধবার বার্ধক্যজনিত কারণে ইন্তেকাল করেছেন। তিনি স্ত্রী, চার ছেলে ও তিন মেয়ে রেখে গেছেন। বাদ মাগরিব জানাজা শেষে তাকে দাফন করা হয়। bbox=[10, 551, 108, 582]
article-paragraph: ছাত্র দলের সিদ্ধান্তের ফলে ডাকসু নির্বাচনে প্রার্থী তালিকা চূড়ান্ত হয়েছে। নির্বাচন কমিশন জানিয়েছে, মনোনয়নপত্র যাচাই-বাছাই শেষে বৈধ প্রার্থীদের তালিকা প্রকাশ করা হয়েছে। ছাত্রদল, শিবির, বামপন্থি সংগঠন ও স্বতন্ত্র প্রার্থীরা আলাদা প্যানেল ঘোষণা করেছেন। প্রচারণার প্রস্তুতি শুরু হয়েছে। ক্যাম্পাসে নির্বাচনি উৎসবমুখর পরিবেশ বিরাজ করছে। শিক্ষার্থীরা বলছেন, দীর্ঘদিন পর অনুষ্ঠিতব্য এ নির্বাচন শান্তিপূর্ণ হবে বলে তারা আশা করেন। প্রশাসনের পক্ষ থেকে নিরাপত্তা জোরদারের আশ্বাস দেওয়া হয়েছে। প্রতিটি হলে আলাদা ভোটকেন্দ্র স্থাপন করা হবে। ভোটগ্রহণের দিন বহিরাগতদের প্রবেশ নিষিদ্ধ থাকবে বলে জানিয়েছে কমিশন। bbox=[242, 373, 362, 434]
facebook-icon: f bbox=[71, 33, 77, 39]
program-left: BSS in Economics bbox=[511, 808, 595, 816]
program-right: Postgraduate Diploma in Population, Public Health and Disaster Management (PPDM) bbox=[595, 926, 735, 938]
test-label: Admission Test bbox=[700, 951, 726, 955]
article-paragraph: কর্মকর্তারা বলেন, অবৈধভাবে উপার্জিত অর্থ বৈধ করার সুযোগ নিয়েছেন প্রশাসনের কর্মকর্তা, রাজনৈতিক নেতা ও ব্যবসায়ীরা। জাতীয় রাজস্ব বোর্ডের তথ্য অনুযায়ী, গত কয়েক অর্থবছরে হাজার কোটি টাকার বেশি কালো টাকা সাদা করা হয়েছে। বিশেষজ্ঞরা বলছেন, এ সুযোগ সৎ করদাতাদের প্রতি বৈষম্যমূলক। দুর্নীতি দমন কমিশন বিষয়টি খতিয়ে দেখছে। টিআইবি এর সমালোচনা করে বলেছে, এ ধরনের সুযোগ দুর্নীতিকে উৎসাহিত করে। সরকারের পক্ষ থেকে জানানো হয়েছে, ভবিষ্যতে এ বিধান রাখা হবে না। অর্থনীতিবিদরা মনে করেন, রাজস্ব আদায় বাড়াতে কর ব্যবস্থার সংস্কার জরুরি। ক্ষমতাসীনদের ঘনিষ্ঠ ব্যক্তিরাই সবচেয়ে বেশি সুবিধা নিয়েছেন বলে অভিযোগ রয়েছে। তদন্ত সংশ্লিষ্টরা জানান, অনেকে ফ্ল্যাট, জমি ও সঞ্চয়পত্রে বিনিয়োগ দেখিয়ে অর্থ বৈধ করেছেন। এসব লেনদেনের পূর্ণাঙ্গ তথ্য সংগ্রহ করা হচ্ছে। প্রয়োজনে আইনি ব্যবস্থা নেওয়া হবে। কালো টাকার উৎস অনুসন্ধানে আন্তঃসংস্থা টাস্কফোর্স গঠনের প্রস্তাবও এসেছে। সুশাসনের জন্য নাগরিক মনে করে, রাজনৈতিক সদিচ্ছা ছাড়া এ সংস্কৃতি বন্ধ করা সম্ভব নয়। bbox=[118, 335, 238, 434]
program-right: B.Sc. in Computer Science & Engineering (CSE) bbox=[595, 799, 735, 807]
photo-person bbox=[330, 110, 348, 210]
campus-building-image bbox=[611, 1012, 744, 1089]
article-body-black-money bbox=[620, 46, 746, 702]
obituary-text: বরিশালের গৌরনদী উপজেলার যুগান্তর স্বজন সমাবেশের সাবেক সভাপতি মফিজুর রহমান বুধবার সকালে নিজ বাড়িতে ইন্তেকাল করেছেন। তার বয়স হয়েছিল ৬৫ বছর। তিনি দীর্ঘদিন ধরে বার্ধক্যজনিত রোগে ভুগছিলেন। বাদ জোহর জানাজা শেষে তাকে দাফন করা হয়। শোক জানিয়েছে স্থানীয় সাংবাদিক সমাজ। bbox=[10, 425, 108, 468]
issue-date-line2: ৬ ভাদ্র ১৪৩২ bbox=[405, 12, 436, 19]
headline-resigned-post[interactable]: তবীর সম্মানে পদ ছেড়ে দিল bbox=[504, 626, 606, 636]
program-row bbox=[511, 826, 735, 834]
continued-from: (১ম পৃষ্ঠার পর) bbox=[669, 69, 697, 75]
deadline-date: 29 August 2025 bbox=[516, 956, 550, 962]
program-right: B.Sc. in Civil Engineering (CE) bbox=[595, 826, 735, 834]
undergrad-header: Undergraduate Programs bbox=[511, 788, 735, 797]
article-paragraph: জুলাই সনদের আইনি ভিত্তি নিয়ে রাজনৈতিক দলগুলোর মধ্যে এখনো মতপার্থক্য রয়ে গেছে। জাতীয় ঐকমত্য কমিশনের সঙ্গে আলোচনায় দলগুলো নিজ নিজ অবস্থানে অনড় রয়েছে। কেউ গণভোট, কেউ বিশেষ আদেশ আবার কেউ আগামী সংসদে অনুমোদনের পক্ষে মত দিয়েছে। কমিশন বলছে, সবার মতামতের ভিত্তিতে একটি গ্রহণযোগ্য পথ খুঁজে বের করা হবে। বিশ্লেষকরা মনে করছেন, দ্রুত সমঝোতা না হলে নির্বাচনি রোডম্যাপ অনিশ্চিত হয়ে পড়তে পারে। দলগুলোর শীর্ষ নেতারা আলোচনার মাধ্যমে সমাধানের আশা প্রকাশ করেছেন। bbox=[242, 939, 362, 994]
issue-date-line1: বৃহস্পতিবার ২১ আগস্ট ২০২৫ bbox=[405, 5, 473, 11]
program-row bbox=[511, 808, 735, 816]
obituary-text: বাংলাদেশ যুবলীগ কেন্দ্রীয় কমিটির সাবেক সদস্য ও মুক্তিযোদ্ধা ইসমাইল হোসেন বুধবার বার্ধক্যজনিত কারণে ইন্তেকাল করেছেন (ইন্না লিল্লাহি ... রাজিউন)। তার বয়স হয়েছিল ৭৮ বছর। তিনি স্ত্রী, দুই ছেলে, এক মেয়েসহ অসংখ্য আত্মীয়স্বজন ও গুণগ্রাহী রেখে গেছেন। বাদ আসর জানাজা শেষে তাকে পারিবারিক কবরস্থানে দাফন করা হয়। তার মৃত্যুতে বিভিন্ন সংগঠন শোক প্রকাশ করেছে। bbox=[48, 330, 108, 416]
photo-caption: এএবিবি’র নেটওয়ার্কিং হাবে অতিথি গ্রামীণফোনের সিইও ইয়াসির — রাজধানীতে অ্যাসোসিয়েশন অব অ্যাক্সেস টু ব্যাংকিং বাংলাদেশের আয়োজনে অনুষ্ঠানে অতিথিরা। ছবি: যুগান্তর bbox=[118, 230, 486, 244]
program-left: BSS in Population and Public Health bbox=[511, 835, 595, 843]
program-left: EMBA bbox=[511, 904, 595, 912]
article-paragraph: ছাত্র দলের সিদ্ধান্তের ফলে ডাকসু নির্বাচনে প্রার্থী তালিকা চূড়ান্ত হয়েছে। নির্বাচন কমিশন জানিয়েছে, মনোনয়নপত্র যাচাই-বাছাই শেষে বৈধ প্রার্থীদের তালিকা প্রকাশ করা হয়েছে। ছাত্রদল, শিবির, বামপন্থি সংগঠন ও স্বতন্ত্র প্রার্থীরা আলাদা প্যানেল ঘোষণা করেছেন। প্রচারণার প্রস্তুতি শুরু হয়েছে। ক্যাম্পাসে নির্বাচনি উৎসবমুখর পরিবেশ বিরাজ করছে। শিক্ষার্থীরা বলছেন, দীর্ঘদিন পর অনুষ্ঠিতব্য এ নির্বাচন শান্তিপূর্ণ হবে বলে তারা আশা করেন। প্রশাসনের পক্ষ থেকে নিরাপত্তা জোরদারের আশ্বাস দেওয়া হয়েছে। প্রতিটি হলে আলাদা ভোটকেন্দ্র স্থাপন করা হবে। ভোটগ্রহণের দিন বহিরাগতদের প্রবেশ নিষিদ্ধ থাকবে বলে জানিয়েছে কমিশন। bbox=[366, 429, 486, 491]
test-date: 30 August 2025 bbox=[696, 870, 730, 876]
page-number: ৭ bbox=[724, 5, 736, 26]
feature-banner: Tuitions offering real-world, hands-on experience bbox=[521, 979, 725, 987]
article-body-expat-voters bbox=[496, 93, 552, 261]
photo-person bbox=[420, 110, 438, 210]
continued-from: (১ম পৃষ্ঠার পর) bbox=[541, 86, 569, 91]
social-handle: /DailyJugantor bbox=[16, 32, 56, 39]
article-paragraph: কর্মকর্তারা বলেন, অবৈধভাবে উপার্জিত অর্থ বৈধ করার সুযোগ নিয়েছেন প্রশাসনের কর্মকর্তা, রাজনৈতিক নেতা ও ব্যবসায়ীরা। জাতীয় রাজস্ব বোর্ডের তথ্য অনুযায়ী, গত কয়েক অর্থবছরে হাজার কোটি টাকার বেশি কালো টাকা সাদা করা হয়েছে। বিশেষজ্ঞরা বলছেন, এ সুযোগ সৎ করদাতাদের প্রতি বৈষম্যমূলক। দুর্নীতি দমন কমিশন বিষয়টি খতিয়ে দেখছে। টিআইবি এর সমালোচনা করে বলেছে, এ ধরনের সুযোগ দুর্নীতিকে উৎসাহিত করে। সরকারের পক্ষ থেকে জানানো হয়েছে, ভবিষ্যতে এ বিধান রাখা হবে না। অর্থনীতিবিদরা মনে করেন, রাজস্ব আদায় বাড়াতে কর ব্যবস্থার সংস্কার জরুরি। ক্ষমতাসীনদের ঘনিষ্ঠ ব্যক্তিরাই সবচেয়ে বেশি সুবিধা নিয়েছেন বলে অভিযোগ রয়েছে। তদন্ত সংশ্লিষ্টরা জানান, অনেকে ফ্ল্যাট, জমি ও সঞ্চয়পত্রে বিনিয়োগ দেখিয়ে অর্থ বৈধ করেছেন। এসব লেনদেনের পূর্ণাঙ্গ তথ্য সংগ্রহ করা হচ্ছে। প্রয়োজনে আইনি ব্যবস্থা নেওয়া হবে। কালো টাকার উৎস অনুসন্ধানে আন্তঃসংস্থা টাস্কফোর্স গঠনের প্রস্তাবও এসেছে। সুশাসনের জন্য নাগরিক মনে করে, রাজনৈতিক সদিচ্ছা ছাড়া এ সংস্কৃতি বন্ধ করা সম্ভব নয়। bbox=[242, 492, 362, 591]
program-row bbox=[511, 853, 735, 861]
program-left: BBA bbox=[511, 799, 595, 807]
program-right: MS in Data Science and Analytics bbox=[595, 904, 735, 912]
article-paragraph: তবে তাদের জাতীয় পরিচয়পত্রের তথ্য যাচাই করা হবে। নির্বাচন কমিশন জানিয়েছে, প্রবাসীদের নিবন্ধন প্রক্রিয়া সহজ করতে অনলাইন আবেদনের সুযোগ রাখা হচ্ছে। দূতাবাসগুলোতে বিশেষ সহায়তা ডেস্ক খোলা হবে। প্রবাসী কল্যাণ মন্ত্রণালয়ের সঙ্গে সমন্বয় করে কার্যক্রম এগিয়ে নেওয়া হচ্ছে। কর্মকর্তারা বলছেন, এবার উল্লেখযোগ্য সংখ্যক প্রবাসী ভোটার তালিকায় যুক্ত হবেন বলে আশা করা হচ্ছে। bbox=[556, 93, 614, 185]
photo-person bbox=[270, 110, 288, 210]
program-row bbox=[511, 835, 735, 843]
deadline-label: Deadline bbox=[525, 865, 541, 869]
x-icon: X bbox=[9, 32, 13, 38]
continued-from: (১ম পৃষ্ঠার পর) bbox=[541, 650, 569, 655]
test-label: Admission Test bbox=[700, 865, 726, 869]
article-paragraph: কর্মকর্তারা বলেন, অবৈধভাবে উপার্জিত অর্থ বৈধ করার সুযোগ নিয়েছেন প্রশাসনের কর্মকর্তা, রাজনৈতিক নেতা ও ব্যবসায়ীরা। জাতীয় রাজস্ব বোর্ডের তথ্য অনুযায়ী, গত কয়েক অর্থবছরে হাজার কোটি টাকার বেশি কালো টাকা সাদা করা হয়েছে। বিশেষজ্ঞরা বলছেন, এ সুযোগ সৎ করদাতাদের প্রতি বৈষম্যমূলক। দুর্নীতি দমন কমিশন বিষয়টি খতিয়ে দেখছে। টিআইবি এর সমালোচনা করে বলেছে, এ ধরনের সুযোগ দুর্নীতিকে উৎসাহিত করে। সরকারের পক্ষ থেকে জানানো হয়েছে, ভবিষ্যতে এ বিধান রাখা হবে না। অর্থনীতিবিদরা মনে করেন, রাজস্ব আদায় বাড়াতে কর ব্যবস্থার সংস্কার জরুরি। ক্ষমতাসীনদের ঘনিষ্ঠ ব্যক্তিরাই সবচেয়ে বেশি সুবিধা নিয়েছেন বলে অভিযোগ রয়েছে। তদন্ত সংশ্লিষ্টরা জানান, অনেকে ফ্ল্যাট, জমি ও সঞ্চয়পত্রে বিনিয়োগ দেখিয়ে অর্থ বৈধ করেছেন। এসব লেনদেনের পূর্ণাঙ্গ তথ্য সংগ্রহ করা হচ্ছে। প্রয়োজনে আইনি ব্যবস্থা নেওয়া হবে। কালো টাকার উৎস অনুসন্ধানে আন্তঃসংস্থা টাস্কফোর্স গঠনের প্রস্তাবও এসেছে। সুশাসনের জন্য নাগরিক মনে করে, রাজনৈতিক সদিচ্ছা ছাড়া এ সংস্কৃতি বন্ধ করা সম্ভব নয়। bbox=[620, 475, 746, 574]
website-link[interactable] bbox=[197, 32, 256, 39]
continued-from: (১ম পৃষ্ঠার পর) bbox=[288, 831, 316, 836]
feature-banner: Group insurance coverage for all students bbox=[521, 989, 725, 997]
ad-contact-note: For Admission Forms and Payment Facilities: Contact Admission Office bbox=[611, 1002, 741, 1012]
article-paragraph: জুলাই সনদের আইনি ভিত্তি নিয়ে রাজনৈতিক দলগুলোর মধ্যে এখনো মতপার্থক্য রয়ে গেছে। জাতীয় ঐকমত্য কমিশনের সঙ্গে আলোচনায় দলগুলো নিজ নিজ অবস্থানে অনড় রয়েছে। কেউ গণভোট, কেউ বিশেষ আদেশ আবার কেউ আগামী সংসদে অনুমোদনের পক্ষে মত দিয়েছে। কমিশন বলছে, সবার মতামতের ভিত্তিতে একটি গ্রহণযোগ্য পথ খুঁজে বের করা হবে। বিশ্লেষকরা মনে করছেন, দ্রুত সমঝোতা না হলে নির্বাচনি রোডম্যাপ অনিশ্চিত হয়ে পড়তে পারে। দলগুলোর শীর্ষ নেতারা আলোচনার মাধ্যমে সমাধানের আশা প্রকাশ করেছেন। bbox=[366, 901, 486, 957]
